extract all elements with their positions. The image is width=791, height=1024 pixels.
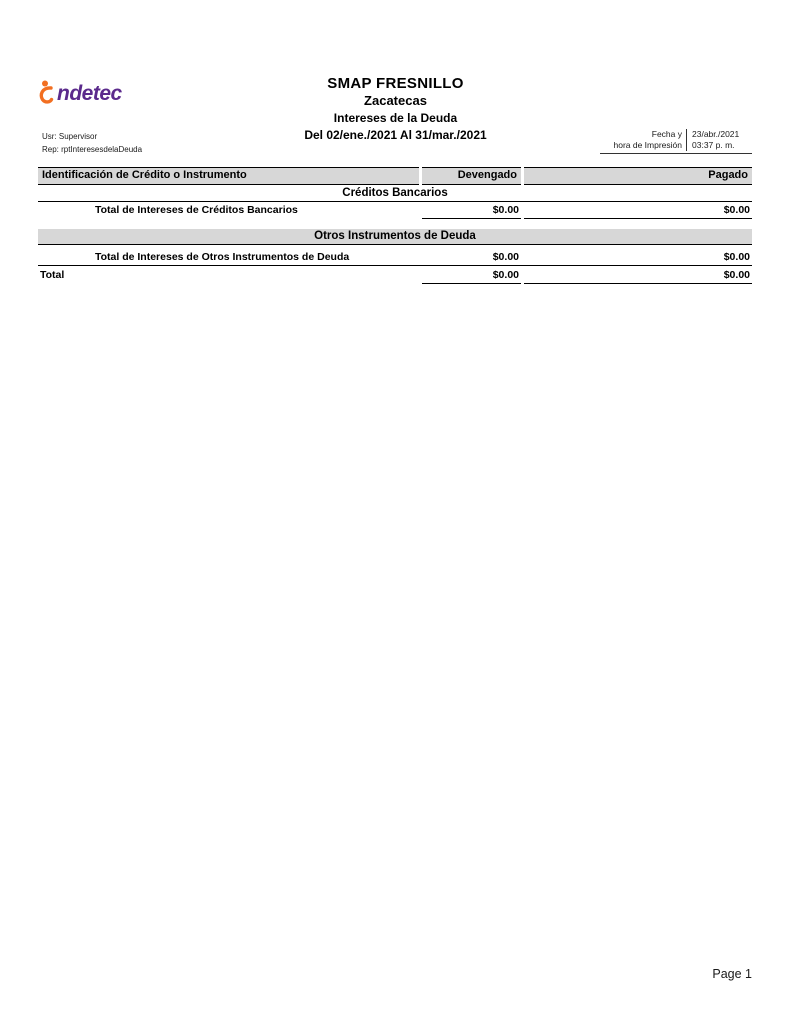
column-header-pagado: Pagado — [524, 167, 752, 185]
org-name: SMAP FRESNILLO — [327, 75, 464, 92]
print-date-label: Fecha y — [651, 129, 682, 139]
page-number: Page 1 — [712, 967, 752, 981]
column-header-instrument: Identificación de Crédito o Instrumento — [38, 167, 419, 185]
state-name: Zacatecas — [364, 93, 427, 108]
divider-pagado-total — [524, 283, 752, 284]
meta-left — [42, 130, 142, 156]
logo-text: ndetec — [57, 82, 122, 105]
user-line: Usr: Supervisor — [42, 132, 98, 141]
row-label-creditos-bancarios: Total de Intereses de Créditos Bancarios — [95, 204, 298, 216]
print-datetime-block — [600, 129, 752, 154]
total-label: Total — [40, 269, 65, 281]
report-period: Del 02/ene./2021 Al 31/mar./2021 — [304, 128, 487, 142]
total-devengado: $0.00 — [492, 269, 519, 281]
row-devengado-otros-instrumentos: $0.00 — [492, 251, 519, 263]
print-date-row — [600, 129, 752, 140]
report-id-line: Rep: rptInteresesdelaDeuda — [42, 145, 143, 154]
print-time-value: 03:37 p. m. — [686, 140, 752, 151]
print-date-value: 23/abr./2021 — [686, 129, 752, 140]
row-devengado-creditos-bancarios: $0.00 — [492, 204, 519, 216]
section-title-otros-instrumentos: Otros Instrumentos de Deuda — [38, 229, 752, 245]
report-title: Intereses de la Deuda — [333, 111, 458, 125]
divider-above-total — [38, 265, 752, 266]
row-label-otros-instrumentos: Total de Intereses de Otros Instrumentos de Deuda — [95, 251, 350, 263]
print-time-row — [600, 140, 752, 151]
section-title-creditos-bancarios: Créditos Bancarios — [38, 186, 752, 202]
row-pagado-otros-instrumentos: $0.00 — [723, 251, 750, 263]
divider-pagado-1 — [524, 218, 752, 219]
row-pagado-creditos-bancarios: $0.00 — [723, 204, 750, 216]
divider-devengado-total — [422, 283, 521, 284]
column-header-devengado: Devengado — [422, 167, 521, 185]
total-pagado: $0.00 — [723, 269, 750, 281]
divider-devengado-1 — [422, 218, 521, 219]
print-time-label: hora de Impresión — [613, 140, 682, 150]
